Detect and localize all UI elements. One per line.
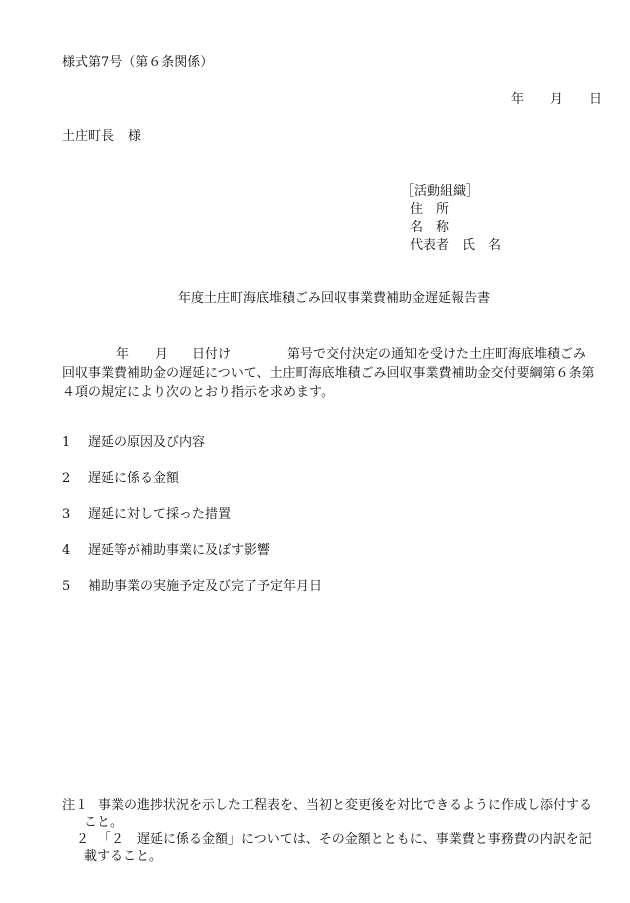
representative-label: 代表者: [410, 238, 450, 253]
body-dated-label: 日付け: [192, 347, 232, 362]
item-text: 遅延に係る金額: [88, 471, 180, 486]
body-paragraph: [62, 345, 607, 402]
note-label: ２: [76, 832, 90, 847]
note-label: 注１: [62, 798, 89, 813]
item-text: 遅延の原因及び内容: [88, 435, 206, 450]
item-number: 3: [62, 507, 71, 522]
list-item: [62, 472, 179, 485]
body-line1-text: 第号で交付決定の通知を受けた土庄町海底堆積ごみ: [287, 347, 587, 362]
body-year-label: 年: [116, 347, 130, 362]
addressee-name: 土庄町長: [62, 129, 115, 144]
representative-name-label: 氏 名: [462, 238, 502, 253]
note-text-continued: こと。: [84, 815, 124, 830]
item-number: 1: [62, 435, 71, 450]
body-month-label: 月: [155, 347, 169, 362]
item-number: 2: [62, 471, 71, 486]
organization-block: [401, 183, 501, 255]
addressee-honorific: 様: [128, 129, 142, 144]
list-item: [62, 508, 231, 521]
item-text: 遅延に対して採った措置: [88, 507, 232, 522]
note-text: 事業の進捗状況を示した工程表を、当初と変更後を対比できるように作成し添付する: [98, 798, 593, 813]
form-number: 様式第7号（第６条関係）: [62, 55, 214, 70]
item-text: 遅延等が補助事業に及ぼす影響: [88, 543, 271, 558]
address-label: 住 所: [410, 202, 450, 217]
addressee: [62, 130, 141, 143]
date-day-label: 日: [588, 92, 602, 107]
body-line2: 回収事業費補助金の遅延について、土庄町海底堆積ごみ回収事業費補助金交付要綱第６条第: [62, 366, 595, 381]
list-item: [62, 544, 270, 557]
org-name-label: 名 称: [410, 220, 450, 235]
item-number: 5: [62, 579, 71, 594]
item-number: 4: [62, 543, 71, 558]
note-text: 「２ 遅延に係る金額」については、その金額とともに、事業費と事務費の内訳を記: [98, 832, 592, 847]
document-title: 年度土庄町海底堆積ごみ回収事業費補助金遅延報告書: [177, 291, 490, 306]
date-month-label: 月: [549, 92, 563, 107]
date-year-label: 年: [510, 92, 524, 107]
list-item: [62, 580, 322, 593]
organization-heading: ［活動組織］: [401, 184, 480, 199]
item-text: 補助事業の実施予定及び完了予定年月日: [88, 579, 323, 594]
notes-section: [62, 797, 607, 865]
body-line3: ４項の規定により次のとおり指示を求めます。: [62, 385, 334, 400]
date-line: [511, 93, 602, 106]
list-item: [62, 436, 205, 449]
note-text-continued: 載すること。: [84, 849, 163, 864]
